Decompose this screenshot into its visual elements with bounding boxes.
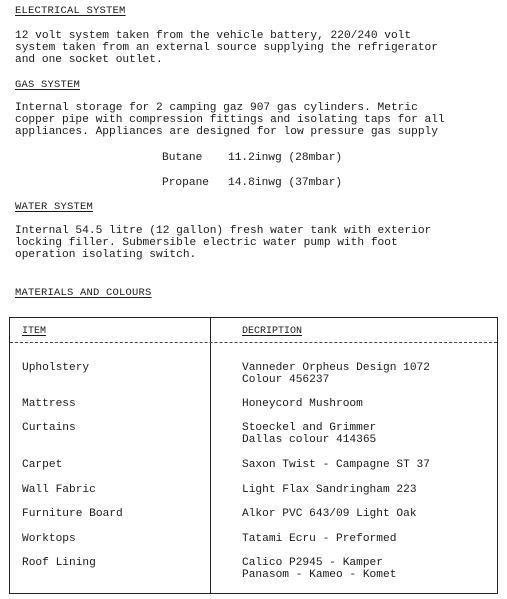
gas-name: Propane xyxy=(162,177,209,189)
gas-text: Internal storage for 2 camping gaz 907 gas cylinders. Metric copper pipe with compression fittings and isolating taps for all appliances. Appliances are designed for low pressure gas supply xyxy=(15,102,445,138)
description-cell: Light Flax Sandringham 223 xyxy=(242,484,417,496)
gas-name: Butane xyxy=(162,152,203,164)
materials-table xyxy=(9,317,498,594)
item-cell: Furniture Board xyxy=(22,508,123,520)
item-cell: Curtains xyxy=(22,422,76,434)
description-cell: Alkor PVC 643/09 Light Oak xyxy=(242,508,417,520)
electrical-heading: ELECTRICAL SYSTEM xyxy=(15,5,126,17)
description-cell: Calico P2945 - Kamper Panasom - Kameo - Komet xyxy=(242,557,397,581)
gas-heading: GAS SYSTEM xyxy=(15,79,81,91)
column-divider xyxy=(210,318,211,593)
water-heading: WATER SYSTEM xyxy=(15,201,94,213)
header-divider xyxy=(10,342,497,343)
gas-value: 14.8inwg (37mbar) xyxy=(228,177,343,189)
item-cell: Mattress xyxy=(22,398,76,410)
item-cell: Upholstery xyxy=(22,362,90,374)
item-cell: Wall Fabric xyxy=(22,484,96,496)
description-cell: Tatami Ecru - Preformed xyxy=(242,533,397,545)
item-cell: Roof Lining xyxy=(22,557,96,569)
column-header-item: ITEM xyxy=(22,326,47,337)
item-cell: Worktops xyxy=(22,533,76,545)
materials-heading: MATERIALS AND COLOURS xyxy=(15,287,152,299)
gas-value: 11.2inwg (28mbar) xyxy=(228,152,343,164)
description-cell: Saxon Twist - Campagne ST 37 xyxy=(242,459,430,471)
water-text: Internal 54.5 litre (12 gallon) fresh water tank with exterior locking filler. Submersible electric water pump with foot operation isolating switch. xyxy=(15,225,432,261)
electrical-text: 12 volt system taken from the vehicle battery, 220/240 volt system taken from an external source supplying the refrigerator and one socket outlet. xyxy=(15,30,438,66)
item-cell: Carpet xyxy=(22,459,63,471)
description-cell: Honeycord Mushroom xyxy=(242,398,363,410)
gas-row-propane xyxy=(162,177,342,189)
description-cell: Stoeckel and Grimmer Dallas colour 414365 xyxy=(242,422,377,446)
description-cell: Vanneder Orpheus Design 1072 Colour 456237 xyxy=(242,362,430,386)
column-header-description: DECRIPTION xyxy=(242,326,303,337)
gas-row-butane xyxy=(162,152,342,164)
